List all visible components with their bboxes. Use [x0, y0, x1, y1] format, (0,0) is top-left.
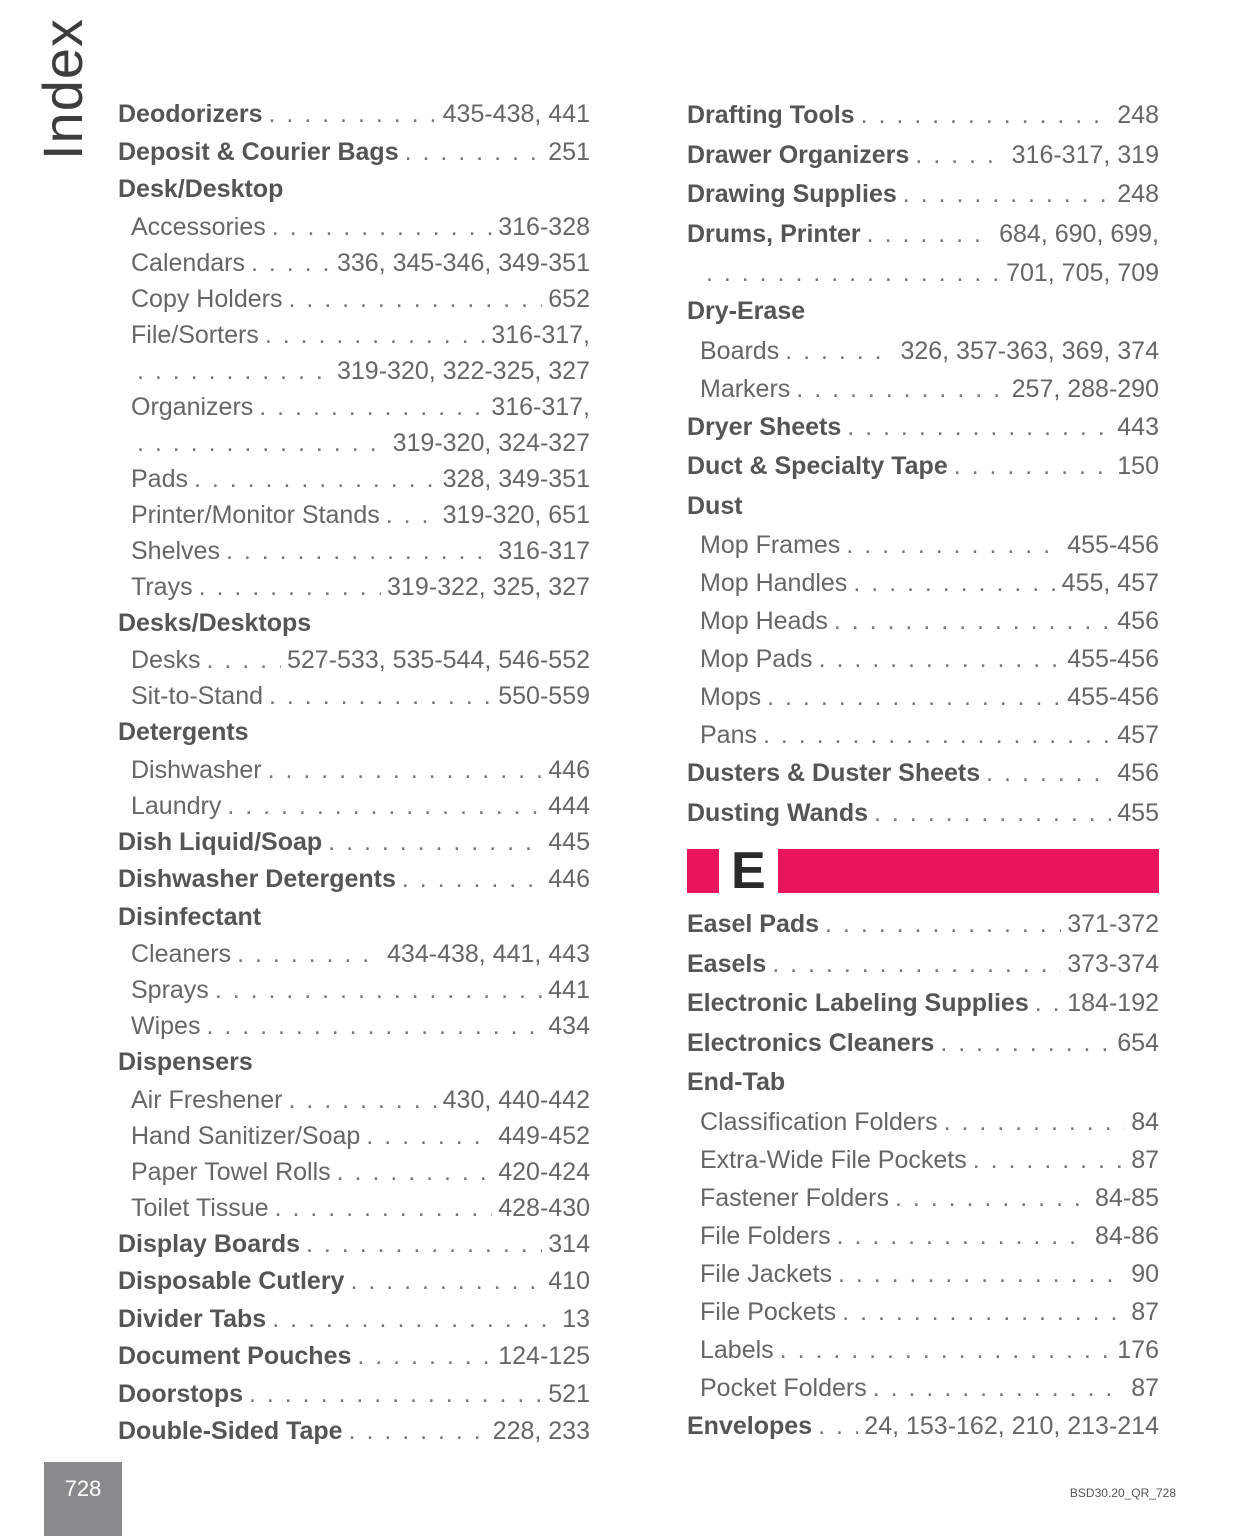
dot-leader: [903, 175, 1112, 215]
dot-leader: [268, 96, 436, 134]
index-entry: [687, 564, 1159, 602]
dot-leader: [973, 1141, 1125, 1179]
index-term: Disposable Cutlery: [118, 1267, 345, 1295]
index-term: Mop Frames: [700, 531, 841, 559]
index-term: Display Boards: [118, 1229, 301, 1258]
index-entry: [118, 497, 590, 533]
index-term: Shelves: [131, 536, 220, 565]
index-entry: [118, 936, 590, 972]
index-entry: [118, 1118, 590, 1154]
dot-leader: [944, 1103, 1126, 1141]
index-pages: 521: [548, 1379, 590, 1408]
dot-leader: [268, 752, 543, 788]
index-term: Air Freshener: [131, 1085, 283, 1114]
index-term: Dust: [687, 491, 743, 520]
index-term: Mops: [700, 683, 762, 711]
index-pages: 176: [1117, 1335, 1159, 1364]
index-term: Document Pouches: [118, 1342, 352, 1370]
dot-leader: [819, 640, 1062, 678]
index-entry: [118, 96, 590, 134]
index-entry: [118, 389, 590, 425]
index-entry: [118, 209, 590, 245]
dot-leader: [288, 281, 542, 317]
index-entry: [687, 215, 1159, 255]
index-entry: [687, 136, 1159, 176]
dot-leader: [874, 794, 1111, 834]
index-entry: [118, 1008, 590, 1044]
dot-leader: [853, 564, 1055, 602]
index-entry: [118, 1082, 590, 1118]
index-pages: 184-192: [1067, 989, 1159, 1017]
dot-leader: [785, 332, 894, 370]
index-entry: [687, 905, 1159, 945]
index-entry: [687, 1369, 1159, 1407]
index-entry: [687, 370, 1159, 408]
index-term: File Folders: [700, 1221, 831, 1250]
index-entry: [687, 1103, 1159, 1141]
index-entry: [118, 788, 590, 824]
dot-leader: [780, 1331, 1112, 1369]
index-pages: 373-374: [1067, 949, 1159, 978]
dot-leader: [288, 1082, 436, 1118]
index-entry: [687, 487, 1159, 527]
dot-leader: [867, 215, 993, 255]
index-entry: [118, 752, 590, 788]
index-entry: [118, 1413, 590, 1451]
index-term: Pads: [131, 464, 188, 493]
index-entry: [687, 1179, 1159, 1217]
index-column-left: [118, 96, 590, 1451]
index-pages: 445: [548, 827, 590, 856]
index-entry: [687, 292, 1159, 332]
index-pages: 316-317: [498, 536, 590, 565]
index-entry: [687, 175, 1159, 215]
index-entry: [118, 899, 590, 937]
index-pages: 124-125: [498, 1342, 590, 1370]
index-term: Mop Heads: [700, 607, 828, 635]
index-entry: [687, 447, 1159, 487]
index-term: Easel Pads: [687, 910, 820, 938]
index-pages: 319-320, 324-327: [392, 428, 590, 457]
catalog-code: BSD30.20_QR_728: [1069, 1486, 1176, 1500]
dot-leader: [763, 716, 1111, 754]
index-term: Dusters & Duster Sheets: [687, 759, 981, 787]
index-pages: 443: [1117, 412, 1159, 441]
index-term: Cleaners: [131, 940, 232, 968]
dot-leader: [265, 317, 485, 353]
dot-leader: [226, 533, 492, 569]
dot-leader: [227, 788, 542, 824]
index-pages: 455, 457: [1061, 569, 1159, 597]
index-term: Sit-to-Stand: [131, 682, 264, 710]
index-term: Electronic Labeling Supplies: [687, 989, 1029, 1017]
index-term: Pans: [700, 721, 757, 749]
dot-leader: [249, 1376, 542, 1414]
index-entry: [687, 602, 1159, 640]
index-term: File/Sorters: [131, 320, 259, 349]
index-entry: [118, 1190, 590, 1226]
index-term: Organizers: [131, 392, 254, 421]
index-entry: [118, 1263, 590, 1301]
dot-leader: [350, 1263, 542, 1301]
dot-leader: [1035, 984, 1062, 1024]
dot-leader: [846, 526, 1061, 564]
dot-leader: [986, 754, 1111, 794]
dot-leader: [402, 861, 542, 899]
index-term: Doorstops: [118, 1379, 243, 1408]
index-pages: 13: [562, 1304, 590, 1333]
index-pages: 150: [1117, 452, 1159, 480]
index-pages: 84: [1131, 1107, 1159, 1136]
index-entry: [118, 1338, 590, 1376]
index-term: Dishwasher Detergents: [118, 865, 396, 893]
index-pages: 410: [548, 1267, 590, 1295]
index-entry: [118, 569, 590, 605]
index-entry: [118, 1301, 590, 1339]
index-pages: 428-430: [498, 1193, 590, 1222]
index-term: Dispensers: [118, 1048, 253, 1076]
dot-leader: [706, 254, 1000, 292]
index-entry: [687, 254, 1159, 292]
dot-leader: [772, 945, 1061, 985]
index-entry: [687, 754, 1159, 794]
index-pages: 316-317,: [491, 392, 590, 421]
index-term: Desks/Desktops: [118, 608, 312, 637]
index-entry: [118, 461, 590, 497]
section-bar-accent-right: [778, 849, 1159, 893]
dot-leader: [328, 824, 542, 862]
dot-leader: [272, 209, 492, 245]
index-pages: 550-559: [498, 682, 590, 710]
index-pages: 430, 440-442: [442, 1085, 590, 1114]
index-term: File Pockets: [700, 1297, 837, 1326]
index-term: Boards: [700, 336, 780, 365]
index-pages: 319-320, 322-325, 327: [337, 356, 590, 385]
index-pages: 24, 153-162, 210, 213-214: [864, 1411, 1159, 1440]
index-pages: 527-533, 535-544, 546-552: [286, 646, 590, 674]
index-pages: 434-438, 441, 443: [387, 940, 590, 968]
dot-leader: [915, 136, 1005, 176]
index-entry: [118, 1376, 590, 1414]
dot-leader: [796, 370, 1005, 408]
index-term: Double-Sided Tape: [118, 1417, 343, 1445]
dot-leader: [940, 1024, 1111, 1064]
index-entry: [118, 642, 590, 678]
index-pages: 319-320, 651: [442, 500, 590, 529]
index-term: File Jackets: [700, 1259, 832, 1288]
index-pages: 444: [548, 791, 590, 820]
index-entry: [687, 1331, 1159, 1369]
index-term: Dry-Erase: [687, 297, 806, 325]
dot-leader: [895, 1179, 1089, 1217]
dot-leader: [199, 569, 381, 605]
dot-leader: [838, 1255, 1125, 1293]
index-term: Dishwasher: [131, 755, 262, 784]
index-term: Deodorizers: [118, 100, 263, 128]
index-term: Classification Folders: [700, 1107, 938, 1136]
index-entry: [687, 945, 1159, 985]
index-entry: [687, 678, 1159, 716]
index-pages: 319-322, 325, 327: [387, 572, 590, 601]
index-term: Pocket Folders: [700, 1373, 867, 1402]
index-pages: 316-317,: [491, 320, 590, 349]
index-term: Dryer Sheets: [687, 412, 842, 441]
index-entry: [687, 408, 1159, 448]
index-term: Extra-Wide File Pockets: [700, 1145, 967, 1174]
index-pages: 316-317, 319: [1011, 140, 1159, 169]
index-term: Mop Pads: [700, 645, 813, 673]
dot-leader: [954, 447, 1112, 487]
dot-leader: [259, 389, 485, 425]
index-pages: 654: [1117, 1028, 1159, 1057]
dot-leader: [366, 1118, 492, 1154]
index-term: End-Tab: [687, 1068, 786, 1096]
index-entry: [118, 1226, 590, 1264]
index-entry: [118, 972, 590, 1008]
dot-leader: [349, 1413, 487, 1451]
index-term: Drums, Printer: [687, 219, 861, 248]
index-entry: [687, 640, 1159, 678]
index-pages: 314: [548, 1229, 590, 1258]
index-entry: [687, 794, 1159, 834]
dot-leader: [357, 1338, 492, 1376]
index-entry: [687, 1293, 1159, 1331]
dot-leader: [272, 1301, 556, 1339]
index-pages: 456: [1117, 607, 1159, 635]
index-term: Electronics Cleaners: [687, 1028, 935, 1057]
index-title: Index: [31, 18, 94, 160]
index-term: Envelopes: [687, 1411, 813, 1440]
index-entry: [118, 605, 590, 643]
index-pages: 456: [1117, 759, 1159, 787]
index-term: Disinfectant: [118, 902, 262, 931]
index-group-d: [687, 96, 1159, 833]
index-pages: 435-438, 441: [442, 100, 590, 128]
dot-leader: [251, 245, 331, 281]
index-entry: [118, 171, 590, 209]
index-term: Detergents: [118, 718, 249, 746]
index-entry: [687, 332, 1159, 370]
dot-leader: [825, 905, 1061, 945]
index-pages: 248: [1117, 180, 1159, 208]
index-term: Drafting Tools: [687, 101, 855, 129]
dot-leader: [767, 678, 1061, 716]
index-entry: [687, 1024, 1159, 1064]
index-entry: [118, 134, 590, 172]
index-term: Printer/Monitor Stands: [131, 500, 380, 529]
index-entry: [687, 1255, 1159, 1293]
index-pages: 455: [1117, 798, 1159, 827]
index-term: Desks: [131, 646, 201, 674]
index-term: Fastener Folders: [700, 1183, 889, 1212]
dot-leader: [275, 1190, 493, 1226]
index-term: Calendars: [131, 248, 245, 277]
index-pages: 684, 690, 699,: [999, 219, 1159, 248]
index-term: Sprays: [131, 976, 209, 1004]
dot-leader: [386, 497, 437, 533]
dot-leader: [194, 461, 437, 497]
dot-leader: [818, 1407, 858, 1447]
section-bar-accent-left: [687, 849, 719, 893]
index-entry: [687, 1063, 1159, 1103]
index-entry: [687, 1407, 1159, 1447]
index-pages: 326, 357-363, 369, 374: [900, 336, 1159, 365]
index-entry: [118, 824, 590, 862]
index-pages: 455-456: [1067, 645, 1159, 673]
index-pages: 316-328: [498, 212, 590, 241]
index-entry: [118, 861, 590, 899]
index-pages: 420-424: [498, 1157, 590, 1186]
index-pages: 248: [1117, 101, 1159, 129]
index-entry: [118, 1154, 590, 1190]
index-pages: 455-456: [1067, 531, 1159, 559]
section-letter: E: [731, 842, 766, 900]
dot-leader: [842, 1293, 1125, 1331]
index-term: Mop Handles: [700, 569, 848, 597]
index-pages: 701, 705, 709: [1006, 259, 1159, 287]
index-pages: 371-372: [1067, 910, 1159, 938]
index-pages: 257, 288-290: [1011, 374, 1159, 403]
dot-leader: [269, 678, 492, 714]
dot-leader: [337, 1154, 493, 1190]
index-group-e: [687, 905, 1159, 1446]
index-entry: [118, 714, 590, 752]
index-term: Divider Tabs: [118, 1304, 267, 1333]
index-pages: 449-452: [498, 1121, 590, 1150]
dot-leader: [873, 1369, 1125, 1407]
index-pages: 251: [548, 137, 590, 166]
index-term: Dish Liquid/Soap: [118, 827, 323, 856]
index-term: Wipes: [131, 1012, 201, 1040]
index-entry: [118, 678, 590, 714]
index-pages: 84-85: [1095, 1183, 1159, 1212]
index-entry: [687, 1141, 1159, 1179]
index-entry: [687, 526, 1159, 564]
index-column-right: [687, 96, 1159, 1446]
index-pages: 90: [1131, 1259, 1159, 1288]
dot-leader: [206, 642, 281, 678]
dot-leader: [847, 408, 1111, 448]
index-term: Desk/Desktop: [118, 175, 284, 203]
index-pages: 434: [548, 1012, 590, 1040]
index-entry: [118, 1044, 590, 1082]
section-letter-bar: [687, 842, 1159, 900]
index-entry: [118, 281, 590, 317]
index-entry: [118, 533, 590, 569]
index-pages: 87: [1131, 1297, 1159, 1326]
index-entry: [687, 716, 1159, 754]
index-term: Drawer Organizers: [687, 140, 910, 169]
dot-leader: [137, 425, 387, 461]
index-pages: 84-86: [1095, 1221, 1159, 1250]
index-term: Paper Towel Rolls: [131, 1157, 331, 1186]
index-pages: 457: [1117, 721, 1159, 749]
index-term: Dusting Wands: [687, 798, 869, 827]
dot-leader: [861, 96, 1112, 136]
index-term: Drawing Supplies: [687, 180, 897, 208]
dot-leader: [206, 1008, 542, 1044]
index-pages: 336, 345-346, 349-351: [337, 248, 590, 277]
index-term: Deposit & Courier Bags: [118, 137, 399, 166]
index-entry: [687, 1217, 1159, 1255]
index-entry: [118, 353, 590, 389]
index-entry: [118, 317, 590, 353]
index-pages: 87: [1131, 1145, 1159, 1174]
dot-leader: [137, 353, 331, 389]
index-term: Laundry: [131, 791, 222, 820]
index-pages: 228, 233: [492, 1417, 590, 1445]
index-pages: 87: [1131, 1373, 1159, 1402]
index-term: Hand Sanitizer/Soap: [131, 1121, 361, 1150]
dot-leader: [237, 936, 381, 972]
index-term: Toilet Tissue: [131, 1193, 269, 1222]
index-term: Copy Holders: [131, 284, 283, 313]
index-entry: [118, 425, 590, 461]
index-pages: 455-456: [1067, 683, 1159, 711]
dot-leader: [405, 134, 543, 172]
index-term: Easels: [687, 949, 767, 978]
index-pages: 328, 349-351: [442, 464, 590, 493]
dot-leader: [837, 1217, 1089, 1255]
dot-leader: [306, 1226, 542, 1264]
index-term: Labels: [700, 1335, 774, 1364]
index-pages: 446: [548, 755, 590, 784]
index-pages: 441: [548, 976, 590, 1004]
index-pages: 652: [548, 284, 590, 313]
index-term: Markers: [700, 374, 791, 403]
index-term: Accessories: [131, 212, 266, 241]
index-entry: [118, 245, 590, 281]
index-pages: 446: [548, 865, 590, 893]
page-number: 728: [44, 1462, 122, 1536]
index-term: Trays: [131, 572, 193, 601]
dot-leader: [834, 602, 1111, 640]
index-term: Duct & Specialty Tape: [687, 452, 948, 480]
index-entry: [687, 96, 1159, 136]
dot-leader: [215, 972, 542, 1008]
index-entry: [687, 984, 1159, 1024]
